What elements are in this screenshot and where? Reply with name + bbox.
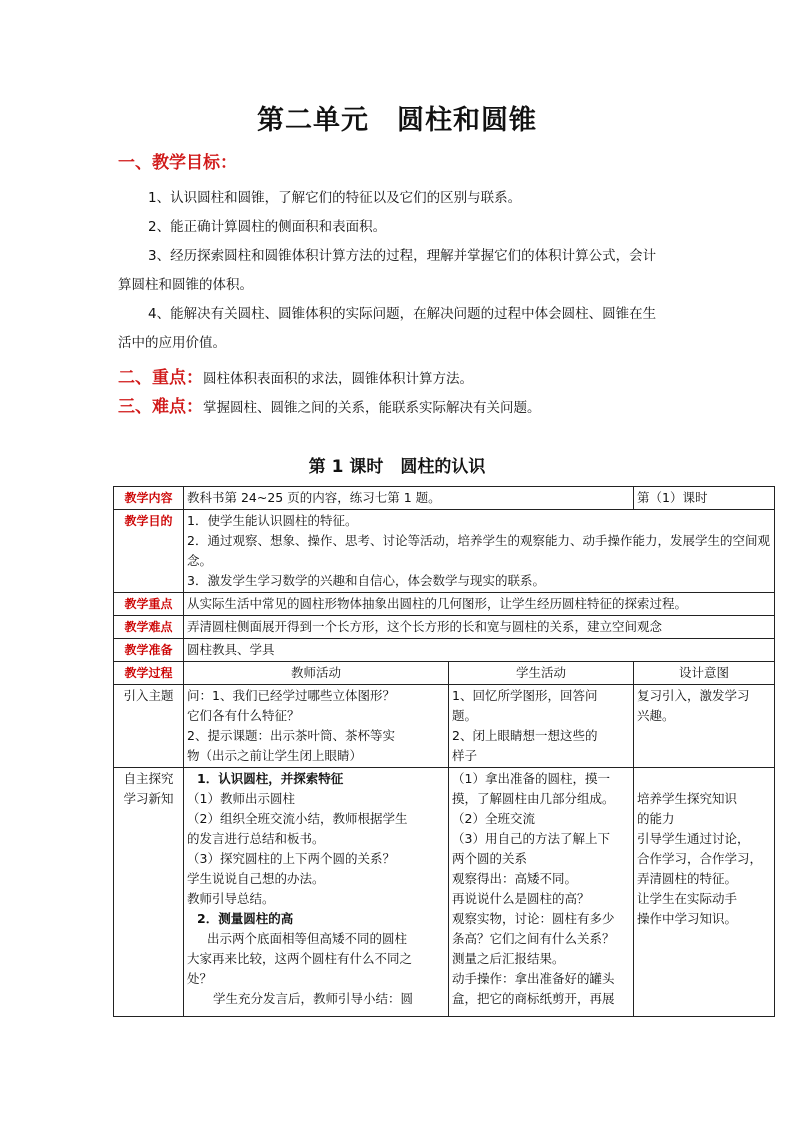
lesson-title: 第 1 课时 圆柱的认识	[308, 457, 486, 477]
key-point-label: 二、重点：	[118, 368, 203, 388]
difficulty-text: 掌握圆柱、圆锥之间的关系，能联系实际解决有关问题。	[203, 400, 541, 416]
design-line: 弄清圆柱的特征。	[637, 871, 738, 886]
teacher-line: （1）教师出示圆柱	[187, 791, 295, 806]
student-line: （3）用自己的方法了解上下	[452, 831, 610, 846]
student-line: 盒，把它的商标纸剪开，再展	[452, 991, 615, 1006]
student-line: （2）全班交流	[452, 811, 535, 826]
teacher-line: （2）组织全班交流小结，教师根据学生	[187, 811, 408, 826]
explore-student-cell	[449, 768, 634, 1017]
key-label: 教学重点	[114, 593, 184, 616]
lesson-plan-table	[113, 486, 775, 1017]
student-line: 摸，了解圆柱由几部分组成。	[452, 791, 615, 806]
teacher-line: 学生充分发言后，教师引导小结：圆	[213, 991, 414, 1006]
teacher-line: 问：1、我们已经学过哪些立体图形？	[187, 688, 395, 703]
table-row	[114, 768, 775, 1017]
diff-label: 教学难点	[114, 616, 184, 639]
student-line: 测量之后汇报结果。	[452, 951, 565, 966]
column-header-teacher: 教师活动	[184, 662, 449, 685]
prep-text: 圆柱教具、学具	[184, 639, 775, 662]
objective-item: 活中的应用价值。	[118, 335, 226, 351]
process-label: 教学过程	[114, 662, 184, 685]
objectives-heading: 一、教学目标：	[118, 153, 237, 173]
student-line: （1）拿出准备的圆柱，摸一	[452, 771, 610, 786]
table-row	[114, 685, 775, 768]
student-line: 再说说什么是圆柱的高？	[452, 891, 590, 906]
content-label: 教学内容	[114, 487, 184, 510]
stage-explore-line: 学习新知	[123, 791, 174, 806]
stage-explore	[114, 768, 184, 1017]
teacher-line: 出示两个底面相等但高矮不同的圆柱	[207, 931, 408, 946]
objective-item: 3、经历探索圆柱和圆锥体积计算方法的过程，理解并掌握它们的体积计算公式，会计	[148, 248, 657, 264]
goal-item: 2．通过观察、想象、操作、思考、讨论等活动，培养学生的观察能力、动手操作能力，发展学生的空间观念。	[187, 533, 770, 568]
key-point	[118, 363, 473, 388]
prep-label: 教学准备	[114, 639, 184, 662]
table-row	[114, 616, 775, 639]
objective-item: 算圆柱和圆锥的体积。	[118, 277, 253, 293]
table-row	[114, 593, 775, 616]
key-point-text: 圆柱体积表面积的求法，圆锥体积计算方法。	[203, 371, 473, 387]
design-line: 让学生在实际动手	[637, 891, 738, 906]
student-line: 2、闭上眼睛想一想这些的	[452, 728, 598, 743]
objective-item: 4、能解决有关圆柱、圆锥体积的实际问题，在解决问题的过程中体会圆柱、圆锥在生	[148, 306, 657, 322]
column-header-student: 学生活动	[449, 662, 634, 685]
explore-teacher-cell	[184, 768, 449, 1017]
stage-intro: 引入主题	[114, 685, 184, 768]
difficulty-label: 三、难点：	[118, 397, 203, 417]
teacher-line: 1．认识圆柱，并探索特征	[197, 771, 344, 786]
table-row	[114, 639, 775, 662]
teacher-line: 的发言进行总结和板书。	[187, 831, 325, 846]
intro-student-cell	[449, 685, 634, 768]
design-line: 复习引入，激发学习	[637, 688, 750, 703]
student-line: 样子	[452, 748, 478, 763]
table-row	[114, 487, 775, 510]
intro-design-cell	[634, 685, 775, 768]
period-text: 第（1）课时	[634, 487, 775, 510]
teacher-line: 物（出示之前让学生闭上眼睛）	[187, 748, 363, 763]
objectives-list	[118, 184, 686, 358]
goal-item: 3．激发学生学习数学的兴趣和自信心，体会数学与现实的联系。	[187, 573, 545, 588]
column-header-design: 设计意图	[634, 662, 775, 685]
design-line: 兴趣。	[637, 708, 675, 723]
teacher-line: 2．测量圆柱的高	[197, 911, 294, 926]
teacher-line: 大家再来比较，这两个圆柱有什么不同之	[187, 951, 413, 966]
teacher-line: 2、提示课题：出示茶叶筒、茶杯等实	[187, 728, 395, 743]
teacher-line: 教师引导总结。	[187, 891, 275, 906]
content-text: 教科书第 24~25 页的内容，练习七第 1 题。	[184, 487, 634, 510]
teacher-line: 学生说说自己想的办法。	[187, 871, 325, 886]
design-line: 引导学生通过讨论，	[637, 831, 750, 846]
student-line: 两个圆的关系	[452, 851, 528, 866]
student-line: 条高？它们之间有什么关系？	[452, 931, 615, 946]
diff-text: 弄清圆柱侧面展开得到一个长方形，这个长方形的长和宽与圆柱的关系，建立空间观念	[184, 616, 775, 639]
stage-explore-line: 自主探究	[123, 771, 174, 786]
student-line: 题。	[452, 708, 478, 723]
objective-item: 2、能正确计算圆柱的侧面积和表面积。	[148, 219, 387, 235]
student-line: 观察实物，讨论：圆柱有多少	[452, 911, 615, 926]
key-text: 从实际生活中常见的圆柱形物体抽象出圆柱的几何图形，让学生经历圆柱特征的探索过程。	[184, 593, 775, 616]
student-line: 动手操作：拿出准备好的罐头	[452, 971, 615, 986]
teacher-line: （3）探究圆柱的上下两个圆的关系？	[187, 851, 395, 866]
goal-label: 教学目的	[114, 510, 184, 593]
design-line: 培养学生探究知识	[637, 791, 738, 806]
page-title: 第二单元 圆柱和圆锥	[257, 105, 537, 136]
design-line: 操作中学习知识。	[637, 911, 738, 926]
goal-item: 1．使学生能认识圆柱的特征。	[187, 513, 358, 528]
teacher-line: 处？	[187, 971, 213, 986]
intro-teacher-cell	[184, 685, 449, 768]
design-line: 合作学习，合作学习，	[637, 851, 763, 866]
student-line: 1、回忆所学图形，回答问	[452, 688, 598, 703]
teacher-line: 它们各有什么特征？	[187, 708, 300, 723]
difficulty	[118, 392, 541, 417]
table-row	[114, 510, 775, 593]
objective-item: 1、认识圆柱和圆锥，了解它们的特征以及它们的区别与联系。	[148, 190, 522, 206]
goal-list	[184, 510, 775, 593]
explore-design-cell	[634, 768, 775, 1017]
student-line: 观察得出：高矮不同。	[452, 871, 578, 886]
table-header-row	[114, 662, 775, 685]
design-line: 的能力	[637, 811, 675, 826]
